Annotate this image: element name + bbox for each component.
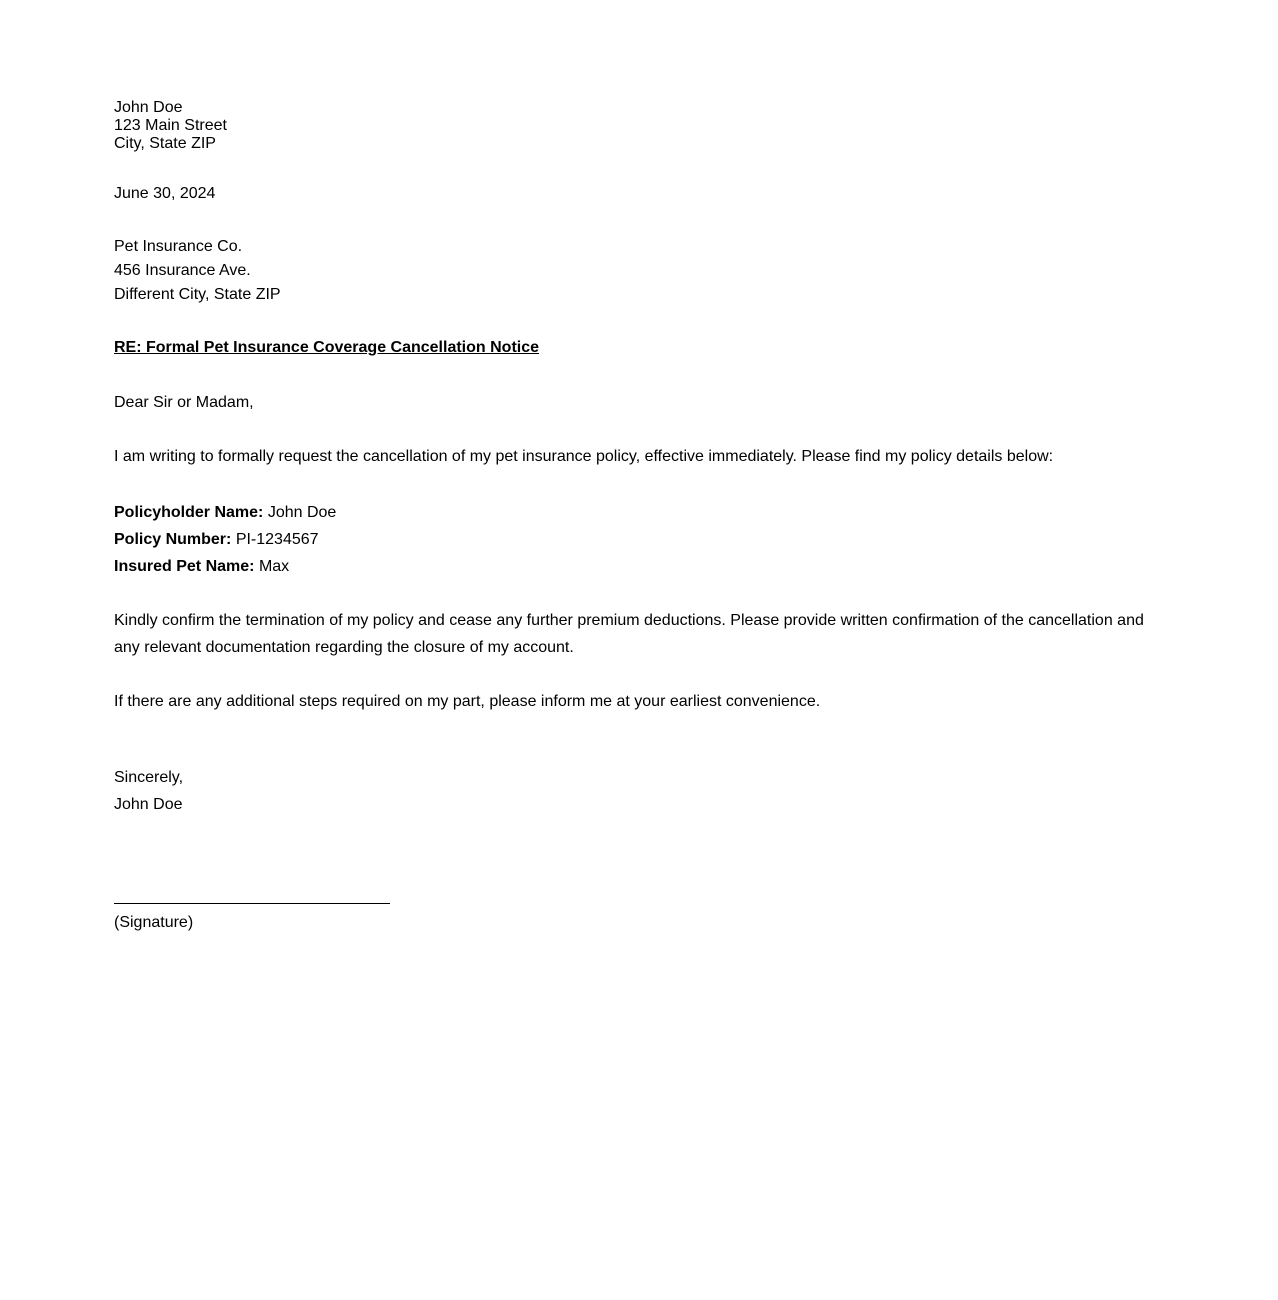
closing-block	[114, 764, 183, 818]
subject-line: RE: Formal Pet Insurance Coverage Cancellation Notice	[114, 339, 540, 356]
detail-policy-number	[114, 526, 336, 553]
sender-city-line: City, State ZIP	[114, 135, 216, 152]
salutation: Dear Sir or Madam,	[114, 394, 254, 411]
detail-value: Max	[258, 558, 290, 575]
confirmation-request-paragraph: Kindly confirm the termination of my policy and cease any further premium deductions. Please provide written confirmation of the cancellation and any relevant documentation regarding the closure of my account.	[114, 612, 1144, 656]
detail-label: Insured Pet Name:	[114, 558, 255, 575]
closing-name: John Doe	[114, 796, 183, 813]
recipient-company: Pet Insurance Co.	[114, 238, 243, 255]
valediction: Sincerely,	[114, 769, 184, 786]
sender-street: 123 Main Street	[114, 117, 227, 134]
detail-value: John Doe	[267, 504, 337, 521]
additional-steps-paragraph: If there are any additional steps required on my part, please inform me at your earliest convenience.	[114, 693, 821, 710]
recipient-street: 456 Insurance Ave.	[114, 262, 251, 279]
sender-name: John Doe	[114, 99, 183, 116]
detail-label: Policyholder Name:	[114, 504, 264, 521]
detail-label: Policy Number:	[114, 531, 232, 548]
intro-paragraph: I am writing to formally request the cancellation of my pet insurance policy, effective immediately. Please find my policy details below:	[114, 448, 1054, 465]
detail-value: PI-1234567	[235, 531, 319, 548]
signature-caption: (Signature)	[114, 914, 194, 931]
sender-address-block	[114, 99, 227, 153]
signature-line	[114, 903, 390, 904]
detail-insured-pet-name	[114, 553, 336, 580]
detail-policyholder-name	[114, 499, 336, 526]
policy-details	[114, 499, 336, 580]
recipient-city-line: Different City, State ZIP	[114, 286, 281, 303]
letter-date: June 30, 2024	[114, 185, 216, 202]
recipient-address-block	[114, 235, 281, 307]
